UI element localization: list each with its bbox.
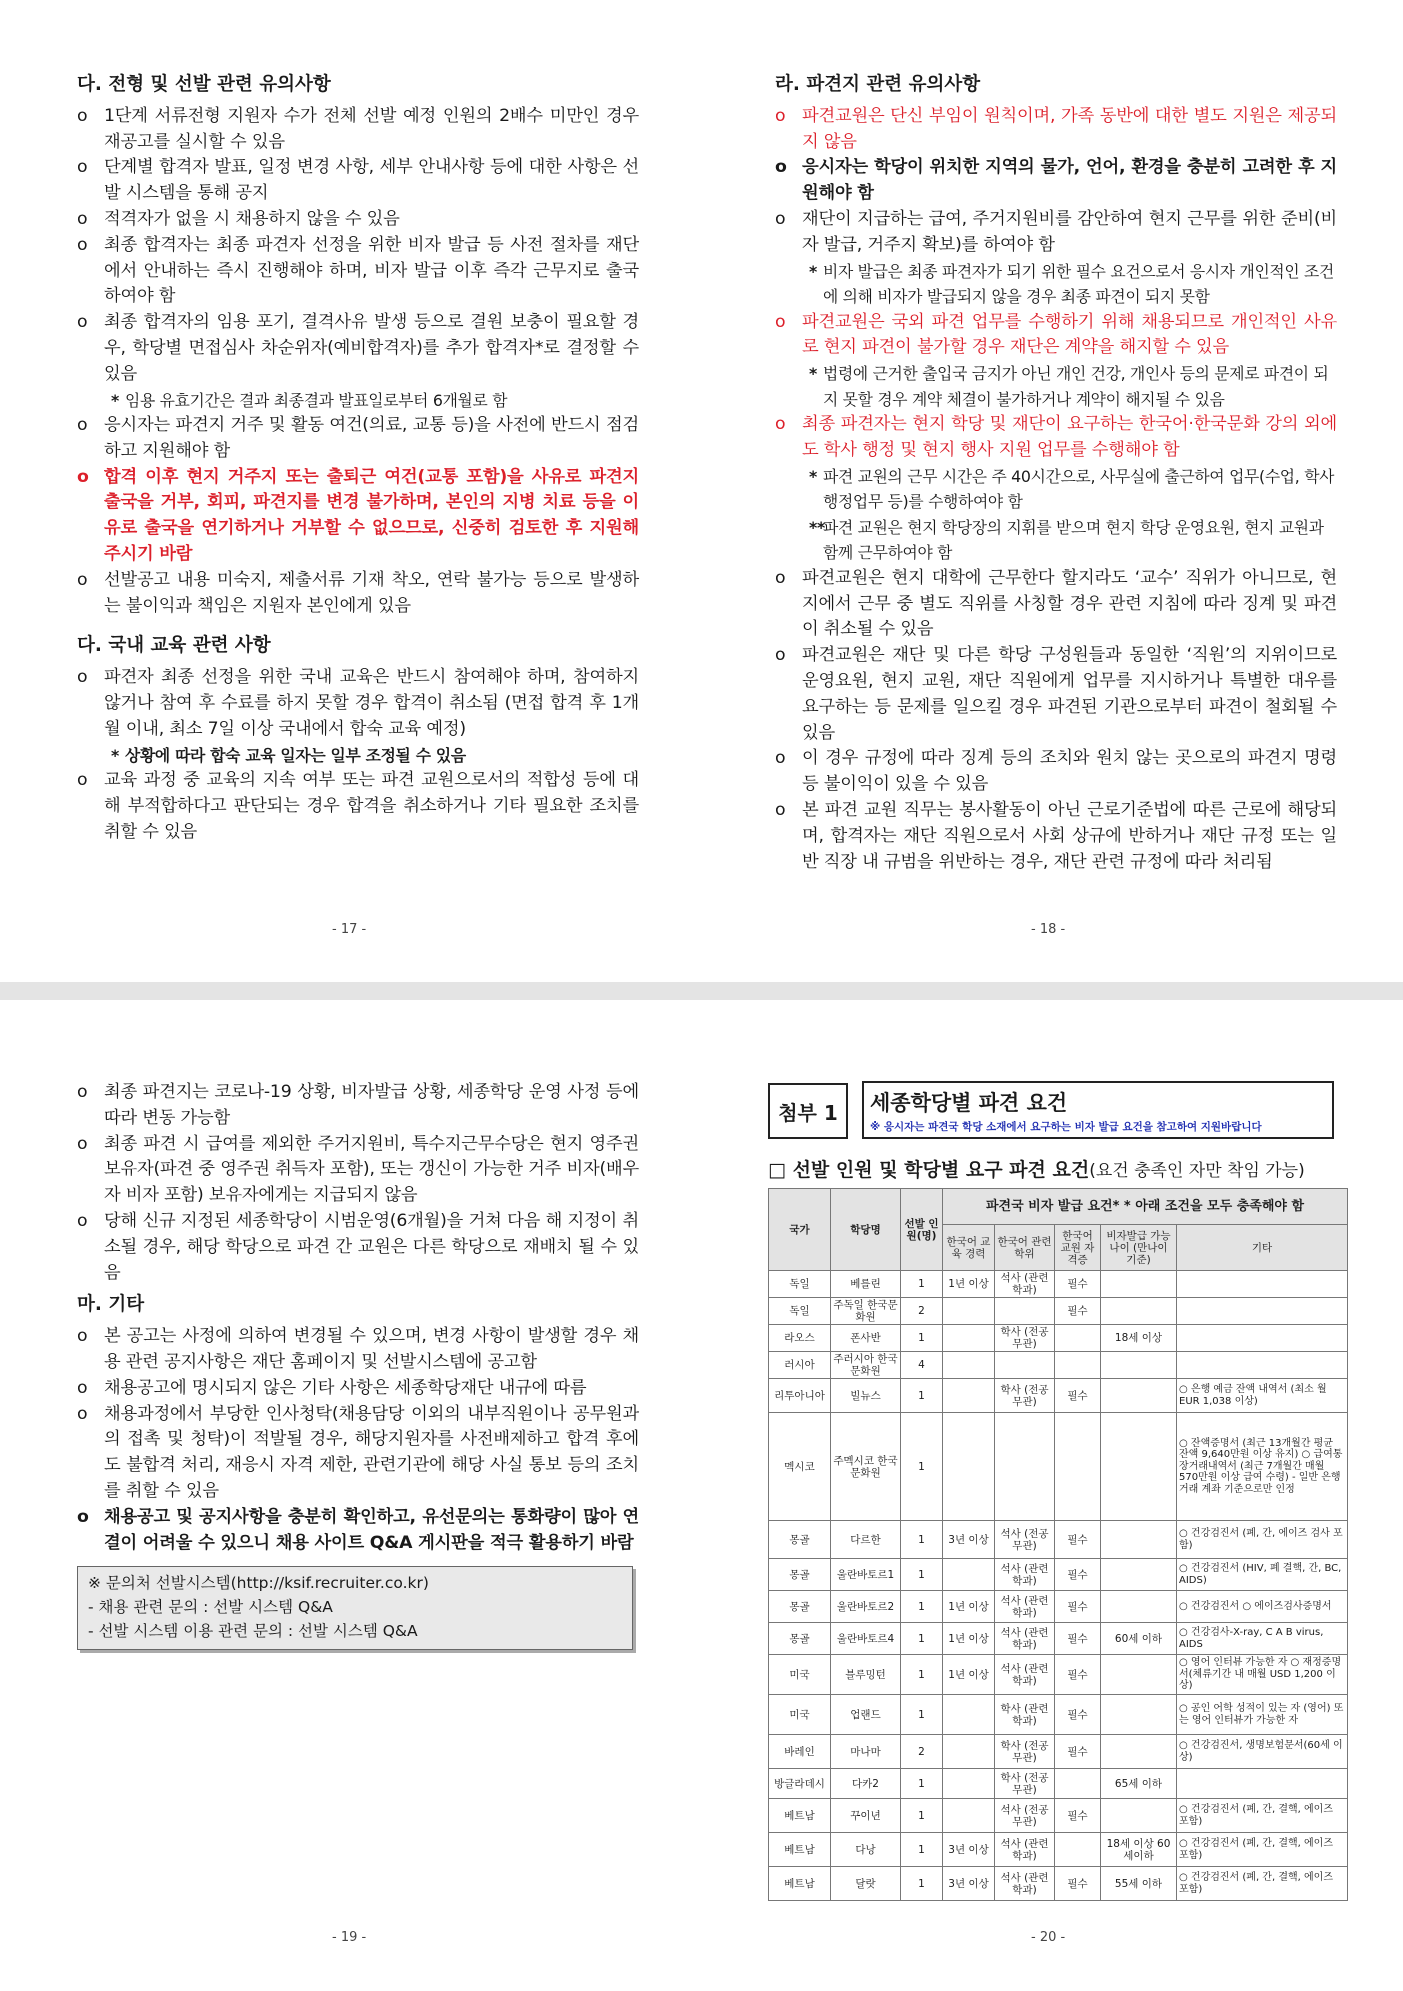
notice-item: o 채용공고 및 공지사항을 충분히 확인하고, 유선문의는 통화량이 많아 연결이 어려울 수 있으니 채용 사이트 Q&A 게시판을 적극 활용하기 바람 xyxy=(77,1505,639,1557)
table-cell: 1 xyxy=(901,1271,943,1298)
list-item: o 채용과정에서 부당한 인사청탁(채용담당 이외의 내부직원이나 공무원과의 접촉 및 청탁)이 적발될 경우, 해당지원자를 사전배제하고 합격 후에도 불합격 처리, 재응시 자격 제한, 관련기관에 해당 사실 통보 등의 조치를 취할 수 있음 xyxy=(77,1402,639,1505)
list-item: o 교육 과정 중 교육의 지속 여부 또는 파견 교원으로서의 적합성 등에 대해 부적합하다고 판단되는 경우 합격을 취소하거나 기타 필요한 조치를 취할 수 있음 xyxy=(77,768,639,845)
table-cell xyxy=(1101,1591,1177,1623)
table-cell: 필수 xyxy=(1055,1271,1101,1298)
contact-line[interactable]: ※ 문의처 선발시스템(http://ksif.recruiter.co.kr) xyxy=(88,1574,429,1593)
page-number: - 20 - xyxy=(1031,1930,1066,1945)
table-cell: 석사 (전공무관) xyxy=(995,1521,1055,1559)
table-cell xyxy=(1101,1735,1177,1769)
table-cell xyxy=(1055,1833,1101,1867)
table-cell: 베트남 xyxy=(769,1799,831,1833)
list-item: o 응시자는 파견지 거주 및 활동 여건(의료, 교통 등)을 사전에 반드시 점검하고 지원해야 함 xyxy=(77,413,639,465)
table-cell: 폰사반 xyxy=(831,1325,901,1352)
table-cell: 필수 xyxy=(1055,1591,1101,1623)
table-cell: 1 xyxy=(901,1655,943,1695)
table-cell: 필수 xyxy=(1055,1799,1101,1833)
table-cell: 1년 이상 xyxy=(943,1623,995,1655)
table-cell: 석사 (관련학과) xyxy=(995,1591,1055,1623)
table-cell xyxy=(1177,1271,1348,1298)
col-group-header: 파견국 비자 발급 요건* * 아래 조건을 모두 충족해야 함 xyxy=(943,1189,1348,1225)
list-item: o 본 공고는 사정에 의하여 변경될 수 있으며, 변경 사항이 발생할 경우 채용 관련 공지사항은 재단 홈페이지 및 선발시스템에 공고함 xyxy=(77,1324,639,1376)
attachment-note: ※ 응시자는 파견국 학당 소재에서 요구하는 비자 발급 요건을 참고하여 지원바랍니다 xyxy=(870,1121,1262,1133)
table-cell: 학사 (전공무관) xyxy=(995,1769,1055,1799)
table-cell: 다카2 xyxy=(831,1769,901,1799)
table-cell xyxy=(1055,1769,1101,1799)
list-item: o 파견교원은 현지 대학에 근무한다 할지라도 ‘교수’ 직위가 아니므로, 현지에서 근무 중 별도 직위를 사칭할 경우 관련 지침에 따라 징계 및 파견이 취소될 수 있음 xyxy=(775,566,1337,643)
table-cell: 3년 이상 xyxy=(943,1867,995,1901)
table-cell: ○ 건강검진서, 생명보험문서(60세 이상) xyxy=(1177,1735,1348,1769)
table-row xyxy=(769,1695,1348,1735)
table-row xyxy=(769,1655,1348,1695)
table-cell: ○ 은행 예금 잔액 내역서 (최소 월 EUR 1,038 이상) xyxy=(1177,1379,1348,1413)
table-row xyxy=(769,1623,1348,1655)
table-cell: 다르한 xyxy=(831,1521,901,1559)
table-cell xyxy=(995,1413,1055,1521)
list-item: o 최종 합격자의 임용 포기, 결격사유 발생 등으로 결원 보충이 필요할 경우, 학당별 면접심사 차순위자(예비합격자)를 추가 합격자*로 결정할 수 있음 xyxy=(77,310,639,387)
list-item: o 재단이 지급하는 급여, 주거지원비를 감안하여 현지 근무를 위한 준비(비자 발급, 거주지 확보)를 하여야 함 xyxy=(775,207,1337,259)
page-sheet-top xyxy=(0,0,1403,982)
table-cell: 1 xyxy=(901,1325,943,1352)
table-row xyxy=(769,1833,1348,1867)
table-row xyxy=(769,1325,1348,1352)
table-cell: 울란바토르4 xyxy=(831,1623,901,1655)
table-row xyxy=(769,1298,1348,1325)
table-row xyxy=(769,1379,1348,1413)
table-cell: 주독일 한국문화원 xyxy=(831,1298,901,1325)
table-cell: 1년 이상 xyxy=(943,1591,995,1623)
warning-item: o 파견교원은 국외 파견 업무를 수행하기 위해 채용되므로 개인적인 사유로 현지 파견이 불가할 경우 재단은 계약을 해지할 수 있음 xyxy=(775,310,1337,362)
table-cell: ○ 건강검진서 (폐, 간, 에이즈 검사 포함) xyxy=(1177,1521,1348,1559)
section-heading: 다. 국내 교육 관련 사항 xyxy=(77,635,271,657)
table-cell: 독일 xyxy=(769,1271,831,1298)
table-cell: 1 xyxy=(901,1799,943,1833)
table-cell: 마나마 xyxy=(831,1735,901,1769)
table-cell: 학사 (전공무관) xyxy=(995,1325,1055,1352)
table-cell: 리투아니아 xyxy=(769,1379,831,1413)
table-cell: 몽골 xyxy=(769,1623,831,1655)
col-header: 학당명 xyxy=(831,1189,901,1271)
section-heading: 라. 파견지 관련 유의사항 xyxy=(775,74,981,95)
col-header: 기타 xyxy=(1177,1225,1348,1271)
table-row xyxy=(769,1867,1348,1901)
list-item: o 1단계 서류전형 지원자 수가 전체 선발 예정 인원의 2배수 미만인 경우 재공고를 실시할 수 있음 xyxy=(77,104,639,156)
table-row xyxy=(769,1413,1348,1521)
table-cell xyxy=(1101,1271,1177,1298)
table-cell: 달랏 xyxy=(831,1867,901,1901)
table-cell: 필수 xyxy=(1055,1867,1101,1901)
table-cell: 주러시아 한국문화원 xyxy=(831,1352,901,1379)
table-cell xyxy=(1101,1521,1177,1559)
table-cell xyxy=(943,1695,995,1735)
table-cell: 미국 xyxy=(769,1695,831,1735)
table-cell: 18세 이상 60세이하 xyxy=(1101,1833,1177,1867)
table-cell xyxy=(1101,1695,1177,1735)
table-cell xyxy=(1177,1352,1348,1379)
list-item: o 파견자 최종 선정을 위한 국내 교육은 반드시 참여해야 하며, 참여하지 않거나 참여 후 수료를 하지 못할 경우 합격이 취소됨 (면접 합격 후 1개월 이내, 최소 7일 이상 국내에서 합숙 교육 예정) xyxy=(77,665,639,742)
attachment-tag: 첨부 1 xyxy=(768,1083,848,1139)
table-body xyxy=(769,1271,1348,1901)
table-cell xyxy=(995,1298,1055,1325)
table-cell: 필수 xyxy=(1055,1559,1101,1591)
page-number: - 18 - xyxy=(1031,922,1066,937)
list-item: o 선발공고 내용 미숙지, 제출서류 기재 착오, 연락 불가능 등으로 발생하는 불이익과 책임은 지원자 본인에게 있음 xyxy=(77,568,639,620)
table-cell: 석사 (관련학과) xyxy=(995,1559,1055,1591)
warning-item: o 합격 이후 현지 거주지 또는 출퇴근 여건(교통 포함)을 사유로 파견지 출국을 거부, 회피, 파견지를 변경 불가하며, 본인의 지병 치료 등을 이유로 출국을 연기하거나 거부할 수 없으므로, 신중히 검토한 후 지원해 주시기 바람 xyxy=(77,465,639,568)
list-item: o 채용공고에 명시되지 않은 기타 사항은 세종학당재단 내규에 따름 xyxy=(77,1376,639,1402)
list-item: o 최종 파견지는 코로나-19 상황, 비자발급 상황, 세종학당 운영 사정 등에 따라 변동 가능함 xyxy=(77,1080,639,1132)
warning-item: o 최종 파견자는 현지 학당 및 재단이 요구하는 한국어·한국문화 강의 외에도 학사 행정 및 현지 행사 지원 업무를 수행해야 함 xyxy=(775,412,1337,464)
table-cell: 바레인 xyxy=(769,1735,831,1769)
table-cell: 1 xyxy=(901,1769,943,1799)
col-header: 선발 인원(명) xyxy=(901,1189,943,1271)
page-17 xyxy=(77,72,639,846)
table-cell xyxy=(1101,1413,1177,1521)
table-cell xyxy=(1177,1298,1348,1325)
table-cell: ○ 공인 어학 성적이 있는 자 (영어) 또는 영어 인터뷰가 가능한 자 xyxy=(1177,1695,1348,1735)
col-header: 비자발급 가능 나이 (만나이 기준) xyxy=(1101,1225,1177,1271)
list-item: o 본 파견 교원 직무는 봉사활동이 아닌 근로기준법에 따른 근로에 해당되며, 합격자는 재단 직원으로서 사회 상규에 반하거나 재단 규정 또는 일반 직장 내 규범을 위반하는 경우, 재단 관련 규정에 따라 처리됨 xyxy=(775,798,1337,875)
table-cell: 학사 (전공무관) xyxy=(995,1379,1055,1413)
table-cell: ○ 잔액증명서 (최근 13개월간 평균 잔액 9,640만원 이상 유지) ○ 급여통장거래내역서 (최근 7개월간 매월 570만원 이상 급여 수령) - 일반 은행 거래 계좌 기준으로만 인정 xyxy=(1177,1413,1348,1521)
table-cell: 2 xyxy=(901,1298,943,1325)
table-cell xyxy=(943,1325,995,1352)
table-cell xyxy=(1177,1325,1348,1352)
list-item: o 단계별 합격자 발표, 일정 변경 사항, 세부 안내사항 등에 대한 사항은 선발 시스템을 통해 공지 xyxy=(77,155,639,207)
table-cell xyxy=(1101,1352,1177,1379)
table-cell: 석사 (관련학과) xyxy=(995,1833,1055,1867)
table-cell: 빌뉴스 xyxy=(831,1379,901,1413)
col-header: 한국어 교육 경력 xyxy=(943,1225,995,1271)
table-cell: 필수 xyxy=(1055,1655,1101,1695)
list-item: o 이 경우 규정에 따라 징계 등의 조치와 원치 않는 곳으로의 파견지 명령 등 불이익이 있을 수 있음 xyxy=(775,746,1337,798)
table-cell: 멕시코 xyxy=(769,1413,831,1521)
table-row xyxy=(769,1591,1348,1623)
table-cell: 2 xyxy=(901,1735,943,1769)
table-cell xyxy=(1055,1413,1101,1521)
requirements-table xyxy=(768,1188,1348,1901)
table-cell xyxy=(995,1352,1055,1379)
table-cell: 4 xyxy=(901,1352,943,1379)
table-cell: 석사 (관련학과) xyxy=(995,1655,1055,1695)
table-cell: 라오스 xyxy=(769,1325,831,1352)
table-row xyxy=(769,1735,1348,1769)
table-cell: 1 xyxy=(901,1413,943,1521)
table-cell: 1년 이상 xyxy=(943,1655,995,1695)
page-19 xyxy=(77,1080,639,1650)
table-row xyxy=(769,1769,1348,1799)
table-cell: 필수 xyxy=(1055,1695,1101,1735)
table-row xyxy=(769,1521,1348,1559)
table-cell: 3년 이상 xyxy=(943,1521,995,1559)
table-cell: 1 xyxy=(901,1695,943,1735)
table-cell: 필수 xyxy=(1055,1379,1101,1413)
table-cell xyxy=(1055,1352,1101,1379)
table-cell: 필수 xyxy=(1055,1521,1101,1559)
list-item: o 최종 파견 시 급여를 제외한 주거지원비, 특수지근무수당은 현지 영주권 보유자(파견 중 영주권 취득자 포함), 또는 갱신이 가능한 거주 비자(배우자 비자 포함) 보유자에게는 지급되지 않음 xyxy=(77,1132,639,1209)
table-cell: 베를린 xyxy=(831,1271,901,1298)
attachment-title-box xyxy=(862,1081,1334,1139)
footnote: * 임용 유효기간은 결과 최종결과 발표일로부터 6개월로 함 xyxy=(77,388,639,414)
page-18 xyxy=(775,72,1337,875)
contact-box xyxy=(77,1566,633,1650)
table-cell: 필수 xyxy=(1055,1298,1101,1325)
footnote: * 상황에 따라 합숙 교육 일자는 일부 조정될 수 있음 xyxy=(77,743,639,769)
footnote: * 파견 교원의 근무 시간은 주 40시간으로, 사무실에 출근하여 업무(수업, 학사 행정업무 등)를 수행하여야 함 xyxy=(775,464,1337,515)
table-cell: 1 xyxy=(901,1623,943,1655)
table-cell xyxy=(1101,1799,1177,1833)
table-caption: □ 선발 인원 및 학당별 요구 파견 요건(요건 충족인 자만 착임 가능) xyxy=(768,1159,1305,1181)
table-cell: 울란바토르1 xyxy=(831,1559,901,1591)
warning-item: o 파견교원은 단신 부임이 원칙이며, 가족 동반에 대한 별도 지원은 제공되지 않음 xyxy=(775,104,1337,156)
list-item: o 당해 신규 지정된 세종학당이 시범운영(6개월)을 거쳐 다음 해 지정이 취소될 경우, 해당 학당으로 파견 간 교원은 다른 학당으로 재배치 될 수 있음 xyxy=(77,1209,639,1286)
table-cell: 주멕시코 한국문화원 xyxy=(831,1413,901,1521)
list-item: o 응시자는 학당이 위치한 지역의 물가, 언어, 환경을 충분히 고려한 후 지원해야 함 xyxy=(775,155,1337,207)
table-cell: 베트남 xyxy=(769,1867,831,1901)
table-cell xyxy=(1101,1379,1177,1413)
table-cell: 블루밍턴 xyxy=(831,1655,901,1695)
section-heading: 다. 전형 및 선발 관련 유의사항 xyxy=(77,74,331,95)
footnote: * 법령에 근거한 출입국 금지가 아닌 개인 건강, 개인사 등의 문제로 파견이 되지 못할 경우 계약 체결이 불가하거나 계약이 해지될 수 있음 xyxy=(775,361,1337,412)
table-cell: 석사 (관련학과) xyxy=(995,1271,1055,1298)
table-cell: 60세 이하 xyxy=(1101,1623,1177,1655)
table-cell: 울란바토르2 xyxy=(831,1591,901,1623)
table-cell xyxy=(943,1413,995,1521)
table-cell: 65세 이하 xyxy=(1101,1769,1177,1799)
table-cell: ○ 건강검진서 ○ 에이즈검사증명서 xyxy=(1177,1591,1348,1623)
list-item: o 파견교원은 재단 및 다른 학당 구성원들과 동일한 ‘직원’의 지위이므로 운영요원, 현지 교원, 재단 직원에게 업무를 지시하거나 특별한 대우를 요구하는 등 문제를 일으킬 경우 파견된 기관으로부터 파견이 철회될 수 있음 xyxy=(775,643,1337,746)
table-cell: 필수 xyxy=(1055,1623,1101,1655)
contact-line: - 선발 시스템 이용 관련 문의 : 선발 시스템 Q&A xyxy=(88,1622,418,1641)
table-cell xyxy=(943,1352,995,1379)
table-cell: 몽골 xyxy=(769,1591,831,1623)
table-cell: 업랜드 xyxy=(831,1695,901,1735)
table-cell: 꾸이년 xyxy=(831,1799,901,1833)
table-cell: 몽골 xyxy=(769,1521,831,1559)
table-cell: 1 xyxy=(901,1867,943,1901)
table-cell: ○ 건강검사-X-ray, C A B virus, AIDS xyxy=(1177,1623,1348,1655)
table-cell: 1 xyxy=(901,1521,943,1559)
table-cell xyxy=(1101,1298,1177,1325)
footnote: * 비자 발급은 최종 파견자가 되기 위한 필수 요건으로서 응시자 개인적인 조건에 의해 비자가 발급되지 않을 경우 최종 파견이 되지 못함 xyxy=(775,259,1337,310)
table-cell xyxy=(943,1298,995,1325)
table-cell: 몽골 xyxy=(769,1559,831,1591)
table-cell xyxy=(943,1379,995,1413)
table-row xyxy=(769,1559,1348,1591)
table-row xyxy=(769,1352,1348,1379)
table-cell: 필수 xyxy=(1055,1735,1101,1769)
page-number: - 19 - xyxy=(332,1930,367,1945)
table-cell xyxy=(1177,1769,1348,1799)
table-cell xyxy=(1101,1655,1177,1695)
table-cell: 석사 (전공무관) xyxy=(995,1799,1055,1833)
table-cell xyxy=(943,1735,995,1769)
table-cell xyxy=(943,1799,995,1833)
contact-line: - 채용 관련 문의 : 선발 시스템 Q&A xyxy=(88,1598,333,1617)
table-cell xyxy=(1055,1325,1101,1352)
table-cell xyxy=(943,1769,995,1799)
table-cell: 석사 (관련학과) xyxy=(995,1867,1055,1901)
table-cell: ○ 건강검진서 (HIV, 폐 결핵, 간, BC, AIDS) xyxy=(1177,1559,1348,1591)
table-cell xyxy=(943,1559,995,1591)
table-cell: 1년 이상 xyxy=(943,1271,995,1298)
col-header: 한국어 교원 자격증 xyxy=(1055,1225,1101,1271)
table-cell: 학사 (전공무관) xyxy=(995,1735,1055,1769)
table-cell: 방글라데시 xyxy=(769,1769,831,1799)
table-cell: 베트남 xyxy=(769,1833,831,1867)
table-cell: ○ 건강검진서 (폐, 간, 결핵, 에이즈 포함) xyxy=(1177,1833,1348,1867)
table-row xyxy=(769,1799,1348,1833)
table-cell: 독일 xyxy=(769,1298,831,1325)
list-item: o 최종 합격자는 최종 파견자 선정을 위한 비자 발급 등 사전 절차를 재단에서 안내하는 즉시 진행해야 하며, 비자 발급 이후 즉각 근무지로 출국하여야 함 xyxy=(77,233,639,310)
table-cell: 55세 이하 xyxy=(1101,1867,1177,1901)
section-heading: 마. 기타 xyxy=(77,1294,145,1316)
table-row xyxy=(769,1271,1348,1298)
table-cell: 3년 이상 xyxy=(943,1833,995,1867)
table-cell: ○ 건강검진서 (폐, 간, 결핵, 에이즈 포함) xyxy=(1177,1867,1348,1901)
table-cell: 학사 (관련학과) xyxy=(995,1695,1055,1735)
table-cell xyxy=(1101,1559,1177,1591)
table-cell: 석사 (관련학과) xyxy=(995,1623,1055,1655)
table-cell: 1 xyxy=(901,1379,943,1413)
list-item: o 적격자가 없을 시 채용하지 않을 수 있음 xyxy=(77,207,639,233)
attachment-title: 세종학당별 파견 요건 xyxy=(870,1091,1068,1115)
footnote: ** 파견 교원은 현지 학당장의 지휘를 받으며 현지 학당 운영요원, 현지 교원과 함께 근무하여야 함 xyxy=(775,515,1337,566)
table-cell: 18세 이상 xyxy=(1101,1325,1177,1352)
page-number: - 17 - xyxy=(332,922,367,937)
table-cell: ○ 영어 인터뷰 가능한 자 ○ 재정증명서(체류기간 내 매월 USD 1,200 이상) xyxy=(1177,1655,1348,1695)
col-header: 한국어 관련 학위 xyxy=(995,1225,1055,1271)
table-cell: 1 xyxy=(901,1833,943,1867)
table-cell: ○ 건강검진서 (폐, 간, 결핵, 에이즈 포함) xyxy=(1177,1799,1348,1833)
table-cell: 1 xyxy=(901,1559,943,1591)
table-cell: 1 xyxy=(901,1591,943,1623)
table-cell: 러시아 xyxy=(769,1352,831,1379)
table-cell: 다낭 xyxy=(831,1833,901,1867)
table-cell: 미국 xyxy=(769,1655,831,1695)
col-header: 국가 xyxy=(769,1189,831,1271)
